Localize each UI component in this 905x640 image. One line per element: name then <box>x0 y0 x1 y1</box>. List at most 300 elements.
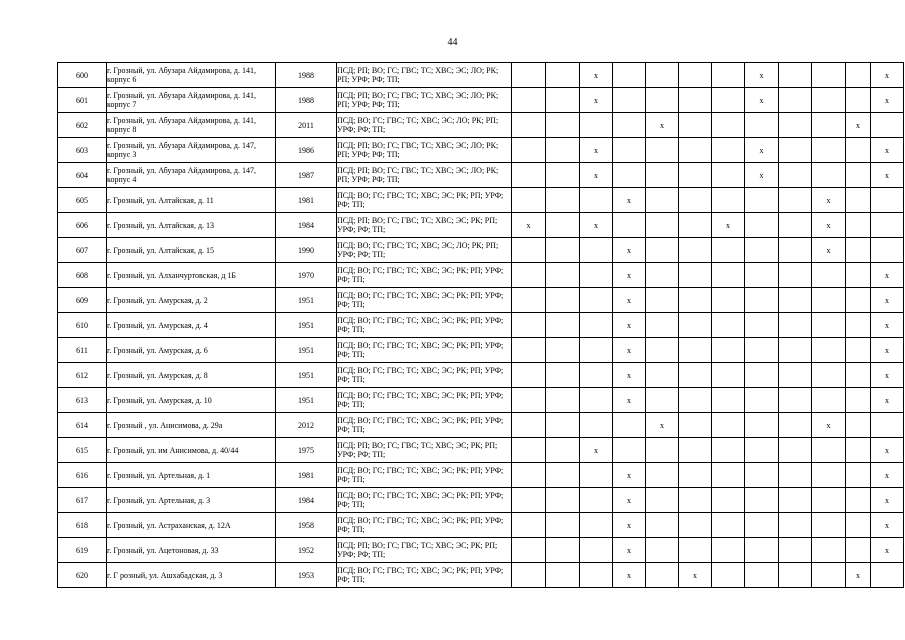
address-cell: г. Грозный, ул. Абузара Айдамирова, д. 141, корпус 8 <box>107 113 276 138</box>
mark-cell <box>846 363 871 388</box>
year-built-cell: 1951 <box>276 313 337 338</box>
mark-cell <box>613 213 646 238</box>
mark-cell <box>712 288 745 313</box>
mark-cell <box>812 263 846 288</box>
mark-cell <box>846 163 871 188</box>
address-cell: г. Грозный, ул. Абузара Айдамирова, д. 141, корпус 6 <box>107 63 276 88</box>
mark-cell <box>846 263 871 288</box>
mark-cell <box>546 288 580 313</box>
mark-cell-checked: x <box>580 138 613 163</box>
row-number-cell: 607 <box>58 238 107 263</box>
mark-cell <box>745 188 779 213</box>
mark-cell <box>745 463 779 488</box>
mark-cell <box>646 463 679 488</box>
mark-cell <box>512 488 546 513</box>
mark-cell-checked: x <box>613 538 646 563</box>
works-list-cell: ПСД; ВО; ГС; ГВС; ТС; ХВС; ЭС; РК; РП; УРФ; РФ; ТП; <box>337 463 512 488</box>
mark-cell <box>580 363 613 388</box>
mark-cell <box>580 388 613 413</box>
mark-cell <box>779 63 812 88</box>
mark-cell <box>512 513 546 538</box>
mark-cell <box>712 138 745 163</box>
mark-cell <box>679 238 712 263</box>
mark-cell <box>812 363 846 388</box>
mark-cell-checked: x <box>613 563 646 588</box>
mark-cell <box>745 213 779 238</box>
mark-cell <box>745 363 779 388</box>
row-number-cell: 619 <box>58 538 107 563</box>
row-number-cell: 608 <box>58 263 107 288</box>
mark-cell <box>679 513 712 538</box>
mark-cell-checked: x <box>580 163 613 188</box>
mark-cell <box>512 138 546 163</box>
mark-cell-checked: x <box>812 213 846 238</box>
mark-cell-checked: x <box>646 113 679 138</box>
mark-cell <box>779 313 812 338</box>
works-list-cell: ПСД; ВО; ГС; ГВС; ТС; ХВС; ЭС; РК; РП; УРФ; РФ; ТП; <box>337 513 512 538</box>
mark-cell <box>812 488 846 513</box>
row-number-cell: 620 <box>58 563 107 588</box>
year-built-cell: 1988 <box>276 88 337 113</box>
mark-cell <box>745 563 779 588</box>
mark-cell <box>871 113 904 138</box>
mark-cell <box>679 488 712 513</box>
mark-cell <box>580 463 613 488</box>
mark-cell <box>812 338 846 363</box>
works-list-cell: ПСД; РП; ВО; ГС; ГВС; ТС; ХВС; ЭС; РК; РП; УРФ; РФ; ТП; <box>337 538 512 563</box>
mark-cell <box>779 338 812 363</box>
works-list-cell: ПСД; РП; ВО; ГС; ГВС; ТС; ХВС; ЭС; РК; РП; УРФ; РФ; ТП; <box>337 213 512 238</box>
table-row <box>58 338 904 363</box>
mark-cell <box>646 338 679 363</box>
address-cell: г. Грозный, ул. Алтайская, д. 15 <box>107 238 276 263</box>
table-row <box>58 288 904 313</box>
mark-cell <box>745 488 779 513</box>
mark-cell <box>646 388 679 413</box>
mark-cell <box>546 213 580 238</box>
mark-cell <box>745 538 779 563</box>
works-list-cell: ПСД; ВО; ГС; ГВС; ТС; ХВС; ЭС; РК; РП; УРФ; РФ; ТП; <box>337 413 512 438</box>
year-built-cell: 1952 <box>276 538 337 563</box>
mark-cell-checked: x <box>812 413 846 438</box>
works-list-cell: ПСД; РП; ВО; ГС; ГВС; ТС; ХВС; ЭС; ЛО; РК; РП; УРФ; РФ; ТП; <box>337 163 512 188</box>
mark-cell <box>679 188 712 213</box>
mark-cell-checked: x <box>812 238 846 263</box>
mark-cell <box>646 563 679 588</box>
mark-cell <box>512 188 546 213</box>
year-built-cell: 1958 <box>276 513 337 538</box>
mark-cell-checked: x <box>871 438 904 463</box>
mark-cell <box>546 188 580 213</box>
mark-cell <box>846 288 871 313</box>
mark-cell <box>779 88 812 113</box>
mark-cell <box>812 113 846 138</box>
mark-cell <box>712 63 745 88</box>
row-number-cell: 616 <box>58 463 107 488</box>
mark-cell <box>679 88 712 113</box>
mark-cell <box>712 238 745 263</box>
year-built-cell: 1951 <box>276 388 337 413</box>
mark-cell <box>546 263 580 288</box>
mark-cell <box>846 438 871 463</box>
mark-cell <box>646 363 679 388</box>
mark-cell-checked: x <box>871 538 904 563</box>
year-built-cell: 1990 <box>276 238 337 263</box>
mark-cell <box>546 63 580 88</box>
mark-cell-checked: x <box>613 388 646 413</box>
row-number-cell: 606 <box>58 213 107 238</box>
address-cell: г. Г розный, ул. Ашхабадская, д. 3 <box>107 563 276 588</box>
mark-cell <box>646 538 679 563</box>
mark-cell <box>679 63 712 88</box>
mark-cell <box>679 413 712 438</box>
mark-cell <box>613 138 646 163</box>
works-list-cell: ПСД; ВО; ГС; ГВС; ТС; ХВС; ЭС; РК; РП; УРФ; РФ; ТП; <box>337 338 512 363</box>
mark-cell <box>679 438 712 463</box>
mark-cell <box>779 413 812 438</box>
works-list-cell: ПСД; ВО; ГС; ГВС; ТС; ХВС; ЭС; РК; РП; УРФ; РФ; ТП; <box>337 313 512 338</box>
address-cell: г. Грозный, ул. Абузара Айдамирова, д. 141, корпус 7 <box>107 88 276 113</box>
mark-cell <box>745 338 779 363</box>
mark-cell <box>871 563 904 588</box>
mark-cell <box>712 463 745 488</box>
table-row <box>58 313 904 338</box>
works-list-cell: ПСД; ВО; ГС; ГВС; ТС; ХВС; ЭС; РК; РП; УРФ; РФ; ТП; <box>337 563 512 588</box>
mark-cell-checked: x <box>745 163 779 188</box>
mark-cell <box>613 88 646 113</box>
mark-cell-checked: x <box>745 88 779 113</box>
mark-cell <box>546 413 580 438</box>
works-list-cell: ПСД; ВО; ГС; ГВС; ТС; ХВС; ЭС; РК; РП; УРФ; РФ; ТП; <box>337 188 512 213</box>
works-list-cell: ПСД; ВО; ГС; ГВС; ТС; ХВС; ЭС; РК; РП; УРФ; РФ; ТП; <box>337 263 512 288</box>
mark-cell <box>679 288 712 313</box>
mark-cell <box>512 388 546 413</box>
row-number-cell: 601 <box>58 88 107 113</box>
mark-cell <box>580 563 613 588</box>
mark-cell <box>812 538 846 563</box>
table-row <box>58 238 904 263</box>
mark-cell <box>679 363 712 388</box>
mark-cell <box>712 188 745 213</box>
mark-cell <box>871 413 904 438</box>
mark-cell <box>512 113 546 138</box>
mark-cell-checked: x <box>613 313 646 338</box>
address-cell: г. Грозный, ул. Амурская, д. 10 <box>107 388 276 413</box>
mark-cell <box>580 313 613 338</box>
mark-cell <box>646 138 679 163</box>
mark-cell <box>779 188 812 213</box>
mark-cell <box>846 388 871 413</box>
mark-cell-checked: x <box>646 413 679 438</box>
table-row <box>58 213 904 238</box>
mark-cell <box>779 113 812 138</box>
mark-cell <box>812 388 846 413</box>
mark-cell <box>812 513 846 538</box>
mark-cell <box>646 488 679 513</box>
mark-cell <box>712 438 745 463</box>
year-built-cell: 1981 <box>276 463 337 488</box>
mark-cell <box>546 563 580 588</box>
mark-cell-checked: x <box>871 513 904 538</box>
mark-cell-checked: x <box>871 363 904 388</box>
mark-cell <box>679 538 712 563</box>
works-list-cell: ПСД; РП; ВО; ГС; ГВС; ТС; ХВС; ЭС; ЛО; РК; РП; УРФ; РФ; ТП; <box>337 138 512 163</box>
mark-cell <box>745 313 779 338</box>
mark-cell <box>745 438 779 463</box>
year-built-cell: 1951 <box>276 363 337 388</box>
mark-cell <box>646 238 679 263</box>
mark-cell <box>512 438 546 463</box>
mark-cell <box>846 313 871 338</box>
mark-cell-checked: x <box>871 488 904 513</box>
year-built-cell: 1986 <box>276 138 337 163</box>
mark-cell <box>613 113 646 138</box>
mark-cell <box>712 388 745 413</box>
mark-cell <box>812 288 846 313</box>
mark-cell <box>646 438 679 463</box>
year-built-cell: 1970 <box>276 263 337 288</box>
mark-cell <box>812 138 846 163</box>
mark-cell <box>745 413 779 438</box>
mark-cell <box>679 463 712 488</box>
mark-cell <box>871 188 904 213</box>
mark-cell <box>646 288 679 313</box>
table-row <box>58 113 904 138</box>
row-number-cell: 618 <box>58 513 107 538</box>
mark-cell-checked: x <box>613 363 646 388</box>
mark-cell-checked: x <box>613 288 646 313</box>
mark-cell <box>846 138 871 163</box>
mark-cell <box>712 263 745 288</box>
mark-cell <box>613 413 646 438</box>
mark-cell-checked: x <box>613 463 646 488</box>
row-number-cell: 610 <box>58 313 107 338</box>
mark-cell-checked: x <box>871 63 904 88</box>
mark-cell-checked: x <box>871 88 904 113</box>
mark-cell <box>846 488 871 513</box>
table-row <box>58 88 904 113</box>
year-built-cell: 1988 <box>276 63 337 88</box>
address-cell: г. Грозный, ул. Амурская, д. 8 <box>107 363 276 388</box>
mark-cell <box>646 513 679 538</box>
year-built-cell: 1951 <box>276 338 337 363</box>
mark-cell <box>580 188 613 213</box>
mark-cell <box>846 213 871 238</box>
mark-cell-checked: x <box>613 263 646 288</box>
mark-cell <box>712 413 745 438</box>
mark-cell-checked: x <box>712 213 745 238</box>
mark-cell <box>546 338 580 363</box>
mark-cell <box>646 263 679 288</box>
mark-cell <box>712 113 745 138</box>
mark-cell <box>779 388 812 413</box>
mark-cell <box>580 338 613 363</box>
mark-cell <box>646 188 679 213</box>
mark-cell <box>871 238 904 263</box>
mark-cell-checked: x <box>613 338 646 363</box>
mark-cell <box>546 88 580 113</box>
year-built-cell: 1984 <box>276 213 337 238</box>
mark-cell-checked: x <box>871 138 904 163</box>
mark-cell <box>512 63 546 88</box>
mark-cell <box>712 338 745 363</box>
mark-cell <box>512 163 546 188</box>
table-row <box>58 163 904 188</box>
year-built-cell: 2011 <box>276 113 337 138</box>
mark-cell <box>512 463 546 488</box>
mark-cell <box>646 313 679 338</box>
mark-cell-checked: x <box>580 438 613 463</box>
mark-cell-checked: x <box>679 563 712 588</box>
mark-cell <box>871 213 904 238</box>
works-list-cell: ПСД; ВО; ГС; ГВС; ТС; ХВС; ЭС; ЛО; РК; РП; УРФ; РФ; ТП; <box>337 113 512 138</box>
mark-cell-checked: x <box>846 563 871 588</box>
row-number-cell: 613 <box>58 388 107 413</box>
year-built-cell: 1984 <box>276 488 337 513</box>
year-built-cell: 1951 <box>276 288 337 313</box>
row-number-cell: 603 <box>58 138 107 163</box>
mark-cell <box>580 113 613 138</box>
address-cell: г. Грозный, ул. Артельная, д. 3 <box>107 488 276 513</box>
address-cell: г. Грозный, ул. Амурская, д. 6 <box>107 338 276 363</box>
row-number-cell: 609 <box>58 288 107 313</box>
mark-cell <box>712 363 745 388</box>
mark-cell <box>779 463 812 488</box>
table-row <box>58 513 904 538</box>
mark-cell <box>580 288 613 313</box>
year-built-cell: 1981 <box>276 188 337 213</box>
mark-cell-checked: x <box>871 288 904 313</box>
address-cell: г. Грозный, ул. Абузара Айдамирова, д. 147, корпус 3 <box>107 138 276 163</box>
mark-cell <box>646 88 679 113</box>
mark-cell <box>580 238 613 263</box>
mark-cell-checked: x <box>613 488 646 513</box>
row-number-cell: 605 <box>58 188 107 213</box>
address-cell: г. Грозный, ул. Амурская, д. 4 <box>107 313 276 338</box>
mark-cell <box>512 413 546 438</box>
mark-cell-checked: x <box>871 388 904 413</box>
mark-cell <box>745 288 779 313</box>
mark-cell <box>712 88 745 113</box>
mark-cell <box>546 538 580 563</box>
mark-cell <box>779 288 812 313</box>
mark-cell <box>846 538 871 563</box>
mark-cell <box>512 338 546 363</box>
row-number-cell: 617 <box>58 488 107 513</box>
mark-cell <box>812 463 846 488</box>
address-cell: г. Грозный, ул. Алтайская, д. 11 <box>107 188 276 213</box>
mark-cell <box>712 538 745 563</box>
address-cell: г. Грозный , ул. Анисимова, д. 29а <box>107 413 276 438</box>
mark-cell <box>779 163 812 188</box>
table-row <box>58 363 904 388</box>
mark-cell <box>546 488 580 513</box>
mark-cell <box>679 313 712 338</box>
mark-cell <box>646 63 679 88</box>
year-built-cell: 2012 <box>276 413 337 438</box>
mark-cell <box>512 288 546 313</box>
mark-cell <box>846 238 871 263</box>
mark-cell-checked: x <box>745 63 779 88</box>
page-number: 44 <box>447 37 458 48</box>
mark-cell <box>546 388 580 413</box>
row-number-cell: 604 <box>58 163 107 188</box>
mark-cell <box>846 463 871 488</box>
mark-cell <box>712 488 745 513</box>
mark-cell <box>712 513 745 538</box>
address-cell: г. Грозный, ул. Астраханская, д. 12А <box>107 513 276 538</box>
mark-cell <box>779 238 812 263</box>
mark-cell <box>779 538 812 563</box>
housing-register-table <box>57 62 904 588</box>
works-list-cell: ПСД; ВО; ГС; ГВС; ТС; ХВС; ЭС; РК; РП; УРФ; РФ; ТП; <box>337 363 512 388</box>
mark-cell <box>546 238 580 263</box>
table-row <box>58 138 904 163</box>
mark-cell <box>812 163 846 188</box>
address-cell: г. Грозный, ул. Алханчуртовская, д 1Б <box>107 263 276 288</box>
table-row <box>58 563 904 588</box>
mark-cell-checked: x <box>613 238 646 263</box>
table-row <box>58 438 904 463</box>
mark-cell <box>546 363 580 388</box>
mark-cell <box>846 188 871 213</box>
year-built-cell: 1987 <box>276 163 337 188</box>
works-list-cell: ПСД; РП; ВО; ГС; ГВС; ТС; ХВС; ЭС; ЛО; РК; РП; УРФ; РФ; ТП; <box>337 88 512 113</box>
mark-cell-checked: x <box>871 338 904 363</box>
mark-cell <box>679 113 712 138</box>
mark-cell <box>512 263 546 288</box>
mark-cell <box>546 138 580 163</box>
mark-cell <box>779 263 812 288</box>
mark-cell <box>745 513 779 538</box>
mark-cell <box>812 563 846 588</box>
mark-cell <box>546 513 580 538</box>
table-row <box>58 63 904 88</box>
mark-cell <box>745 263 779 288</box>
address-cell: г. Грозный, ул. Артельная, д. 1 <box>107 463 276 488</box>
mark-cell <box>846 513 871 538</box>
mark-cell <box>546 438 580 463</box>
mark-cell-checked: x <box>580 213 613 238</box>
address-cell: г. Грозный, ул. Амурская, д. 2 <box>107 288 276 313</box>
mark-cell <box>679 263 712 288</box>
mark-cell <box>779 488 812 513</box>
mark-cell <box>779 363 812 388</box>
mark-cell <box>812 313 846 338</box>
year-built-cell: 1953 <box>276 563 337 588</box>
mark-cell <box>779 438 812 463</box>
row-number-cell: 615 <box>58 438 107 463</box>
table-row <box>58 413 904 438</box>
mark-cell <box>512 363 546 388</box>
mark-cell <box>679 163 712 188</box>
table-row <box>58 488 904 513</box>
mark-cell <box>712 563 745 588</box>
row-number-cell: 612 <box>58 363 107 388</box>
mark-cell-checked: x <box>580 63 613 88</box>
mark-cell <box>745 113 779 138</box>
row-number-cell: 611 <box>58 338 107 363</box>
mark-cell <box>613 63 646 88</box>
mark-cell <box>846 63 871 88</box>
mark-cell <box>712 313 745 338</box>
mark-cell <box>846 88 871 113</box>
table-row <box>58 263 904 288</box>
mark-cell-checked: x <box>871 263 904 288</box>
table-row <box>58 463 904 488</box>
works-list-cell: ПСД; ВО; ГС; ГВС; ТС; ХВС; ЭС; РК; РП; УРФ; РФ; ТП; <box>337 488 512 513</box>
works-list-cell: ПСД; РП; ВО; ГС; ГВС; ТС; ХВС; ЭС; ЛО; РК; РП; УРФ; РФ; ТП; <box>337 63 512 88</box>
